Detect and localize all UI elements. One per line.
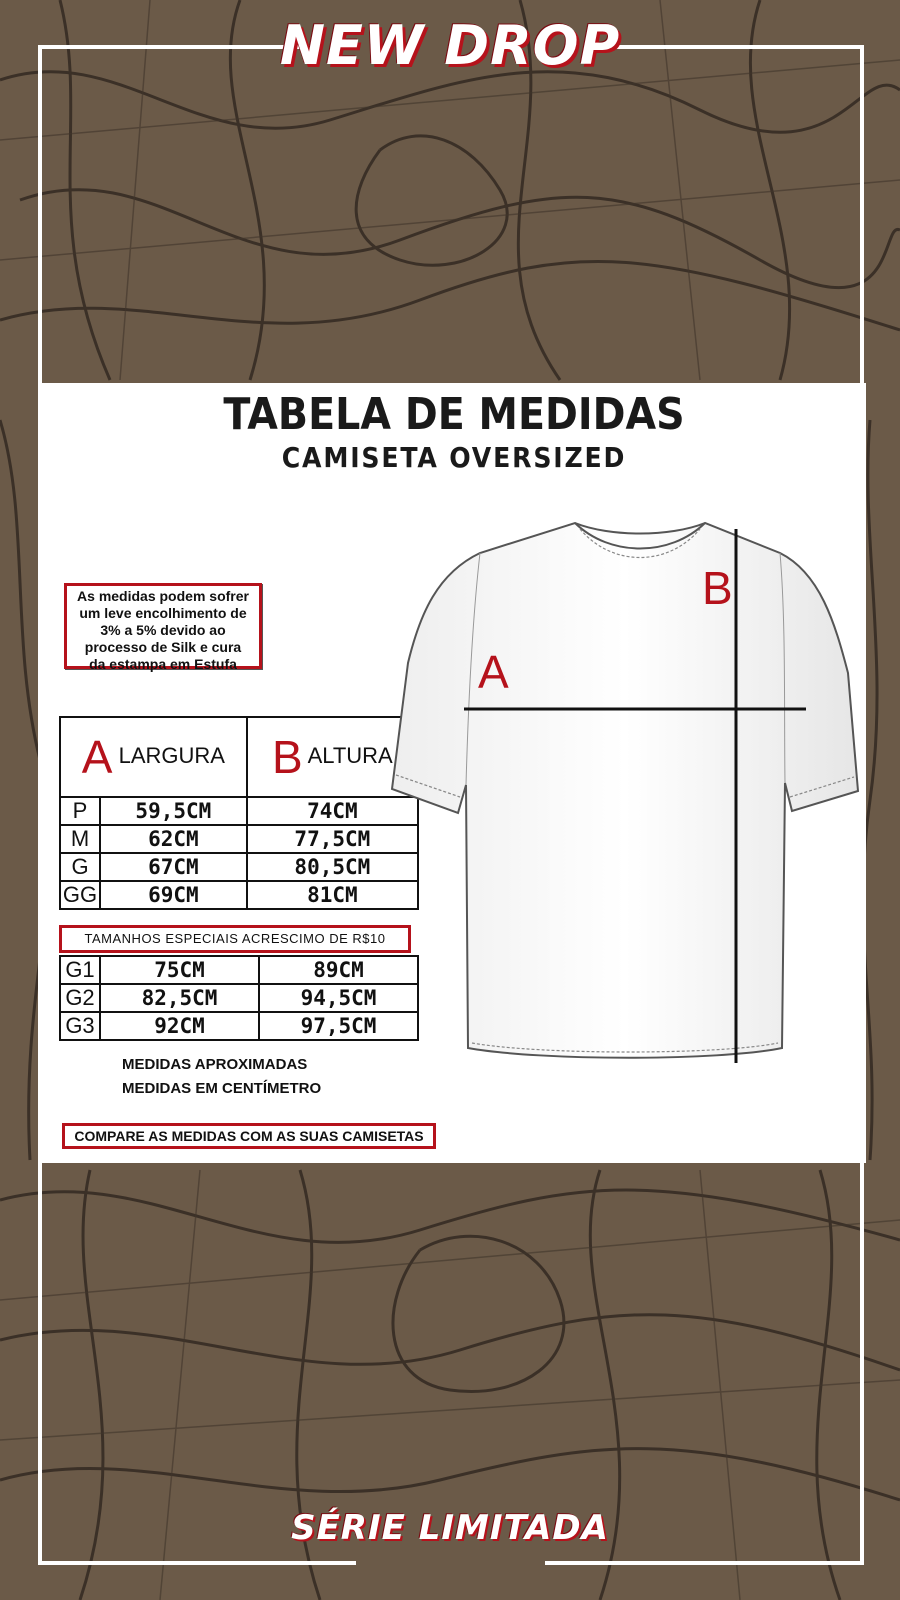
special-size-table — [59, 955, 419, 1041]
serie-limitada-logo: SÉRIE LIMITADA — [291, 1508, 609, 1548]
size-label: P — [60, 797, 100, 825]
size-label: G2 — [60, 984, 100, 1012]
note-line: As medidas podem sofrer — [77, 588, 249, 604]
table-row — [60, 853, 418, 881]
size-label: M — [60, 825, 100, 853]
altura-value: 74CM — [247, 797, 418, 825]
new-drop-logo: NEW DROP — [279, 14, 621, 77]
footnote-centimeter: MEDIDAS EM CENTÍMETRO — [122, 1080, 322, 1097]
table-row — [60, 956, 418, 984]
letter-a: A — [81, 731, 113, 783]
table-row — [60, 825, 418, 853]
size-chart-panel — [42, 383, 866, 1163]
largura-value: 69CM — [100, 881, 247, 909]
size-label: G1 — [60, 956, 100, 984]
altura-value: 97,5CM — [259, 1012, 418, 1040]
altura-value: 81CM — [247, 881, 418, 909]
table-row — [60, 1012, 418, 1040]
note-line: 3% a 5% devido ao — [100, 622, 226, 638]
header-largura — [60, 717, 247, 797]
dimension-label-a: A — [478, 646, 509, 698]
altura-value: 77,5CM — [247, 825, 418, 853]
table-row — [60, 797, 418, 825]
size-label: GG — [60, 881, 100, 909]
shrinkage-note — [64, 583, 262, 672]
tshirt-diagram — [380, 513, 870, 1093]
special-sizes-label: TAMANHOS ESPECIAIS ACRESCIMO DE R$10 — [59, 925, 411, 953]
frame-bottom-right — [545, 1561, 864, 1565]
compare-note: COMPARE AS MEDIDAS COM AS SUAS CAMISETAS — [62, 1123, 436, 1149]
table-row — [60, 881, 418, 909]
largura-value: 59,5CM — [100, 797, 247, 825]
largura-value: 82,5CM — [100, 984, 259, 1012]
size-label: G — [60, 853, 100, 881]
header-altura-label: ALTURA — [307, 742, 393, 768]
altura-value: 80,5CM — [247, 853, 418, 881]
dimension-label-b: B — [702, 562, 733, 614]
size-table — [59, 716, 419, 910]
page-subtitle: CAMISETA OVERSIZED — [281, 441, 627, 474]
table-header-row — [60, 717, 418, 797]
letter-b: B — [271, 731, 303, 783]
largura-value: 62CM — [100, 825, 247, 853]
header-largura-label: LARGURA — [118, 742, 225, 768]
note-line: um leve encolhimento de — [79, 605, 247, 621]
page-title: TABELA DE MEDIDAS — [223, 389, 685, 440]
altura-value: 94,5CM — [259, 984, 418, 1012]
note-line: processo de Silk e cura — [84, 639, 242, 655]
altura-value: 89CM — [259, 956, 418, 984]
largura-value: 67CM — [100, 853, 247, 881]
note-line: da estampa em Estufa — [89, 656, 237, 672]
largura-value: 75CM — [100, 956, 259, 984]
largura-value: 92CM — [100, 1012, 259, 1040]
table-row — [60, 984, 418, 1012]
footnote-approximate: MEDIDAS APROXIMADAS — [122, 1056, 308, 1073]
size-label: G3 — [60, 1012, 100, 1040]
frame-bottom-left — [38, 1561, 356, 1565]
